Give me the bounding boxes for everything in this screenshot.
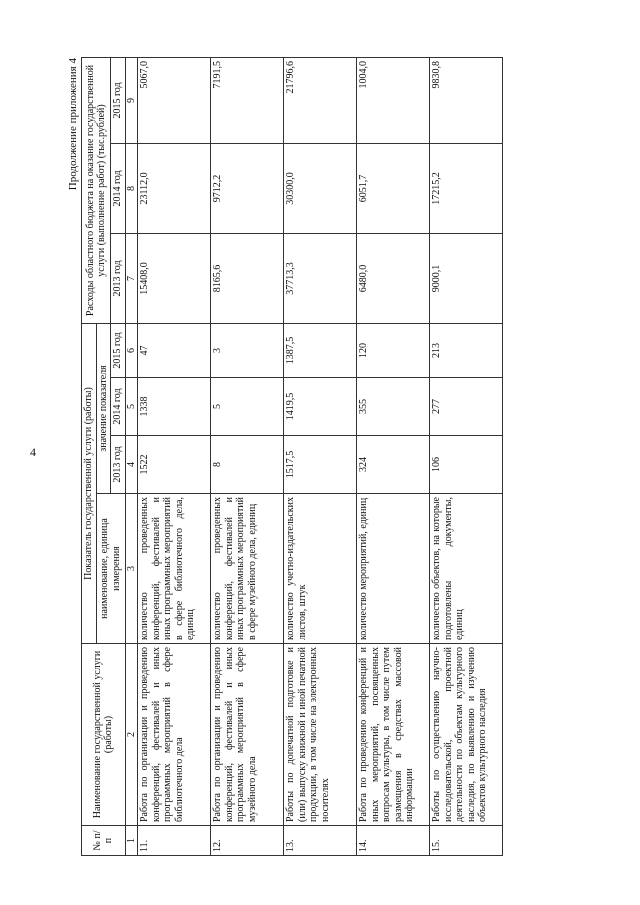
value-2013: 324	[357, 436, 430, 494]
expense-2013: 8165,6	[211, 233, 284, 323]
column-number: 2	[125, 644, 138, 826]
header-indicator-value: значение показателя	[96, 323, 111, 493]
expense-2015: 5067,0	[138, 57, 211, 143]
table-row	[138, 57, 211, 855]
service-name: Работа по организации и проведению конференций, фестивалей и иных программных мероприятий в сфере библиотечного дела	[138, 644, 211, 826]
value-2013: 8	[211, 436, 284, 494]
value-2014: 1338	[138, 378, 211, 436]
header-service-name: Наименование государственной услуги (работы)	[82, 644, 126, 826]
column-number: 8	[125, 143, 138, 233]
table-row	[357, 57, 430, 855]
value-2013: 1517,5	[284, 436, 357, 494]
column-number: 1	[125, 826, 138, 856]
column-number: 7	[125, 233, 138, 323]
indicator-unit: количество проведенных конференций, фестивалей и иных программных мероприятий в сфере библиотечного дела, единиц	[138, 494, 211, 644]
row-number: 11.	[138, 826, 211, 856]
service-name: Работы по осуществлению научно-исследовательской, проектной деятельности по объектам культурного наследия, по выявлению и изучению объектов культурного наследия	[430, 644, 503, 826]
expense-2014: 30300,0	[284, 143, 357, 233]
continuation-caption: Продолжение приложения 4	[67, 58, 79, 191]
expense-2014: 9712,2	[211, 143, 284, 233]
indicator-unit: количество мероприятий, единиц	[357, 494, 430, 644]
expense-2013: 37713,3	[284, 233, 357, 323]
indicator-unit: количество объектов, на которые подготовлены документы, единиц	[430, 494, 503, 644]
value-2013: 106	[430, 436, 503, 494]
column-number: 9	[125, 57, 138, 143]
table-row	[430, 57, 503, 855]
header-expense-2015: 2015 год	[111, 57, 126, 143]
expense-2015: 1004,0	[357, 57, 430, 143]
header-expense-2014: 2014 год	[111, 143, 126, 233]
expense-2013: 6480,0	[357, 233, 430, 323]
value-2014: 1419,5	[284, 378, 357, 436]
header-expense-2013: 2013 год	[111, 233, 126, 323]
expense-2013: 9000,1	[430, 233, 503, 323]
expense-2014: 17215,2	[430, 143, 503, 233]
row-number: 15.	[430, 826, 503, 856]
value-2015: 1387,5	[284, 323, 357, 377]
service-name: Работа по проведению конференций и иных мероприятий, посвященных вопросам культуры, в том числе путем размещения в средствах массовой информации	[357, 644, 430, 826]
column-number: 4	[125, 436, 138, 494]
value-2015: 47	[138, 323, 211, 377]
indicator-unit: количество учетно-издательских листов, штук	[284, 494, 357, 644]
header-no: № п/п	[82, 826, 126, 856]
row-number: 13.	[284, 826, 357, 856]
expense-2015: 21796,6	[284, 57, 357, 143]
page-number: 4	[30, 445, 36, 459]
header-indicator: Показатель государственной услуги (работы)	[82, 323, 97, 643]
column-number: 5	[125, 378, 138, 436]
column-number-row	[125, 57, 138, 855]
expense-2014: 6051,7	[357, 143, 430, 233]
expense-2015: 7191,5	[211, 57, 284, 143]
table-row	[211, 57, 284, 855]
value-2014: 277	[430, 378, 503, 436]
value-2015: 213	[430, 323, 503, 377]
service-name: Работа по организации и проведению конференций, фестивалей и иных программных мероприятий в сфере музейного дела	[211, 644, 284, 826]
header-unit-name: наименование, единица измерения	[96, 494, 125, 644]
value-2014: 355	[357, 378, 430, 436]
value-2015: 3	[211, 323, 284, 377]
service-name: Работы по допечатной подготовке и (или) выпуску книжной и иной печатной продукции, в том числе на электронных носителях	[284, 644, 357, 826]
header-value-2015: 2015 год	[111, 323, 126, 377]
header-value-2014: 2014 год	[111, 378, 126, 436]
table-row	[284, 57, 357, 855]
expense-2013: 15408,0	[138, 233, 211, 323]
expense-2015: 9830,8	[430, 57, 503, 143]
services-table	[81, 57, 503, 856]
header-value-2013: 2013 год	[111, 436, 126, 494]
row-number: 14.	[357, 826, 430, 856]
value-2013: 1522	[138, 436, 211, 494]
header-expenses: Расходы областного бюджета на оказание государственной услуги (выполнение работ) (тыс.рублей)	[82, 57, 111, 323]
column-number: 6	[125, 323, 138, 377]
column-number: 3	[125, 494, 138, 644]
row-number: 12.	[211, 826, 284, 856]
rotated-document	[67, 56, 640, 856]
value-2015: 120	[357, 323, 430, 377]
indicator-unit: количество проведенных конференций, фестивалей и иных программных мероприятий в сфере музейного дела, единиц	[211, 494, 284, 644]
value-2014: 5	[211, 378, 284, 436]
expense-2014: 23112,0	[138, 143, 211, 233]
